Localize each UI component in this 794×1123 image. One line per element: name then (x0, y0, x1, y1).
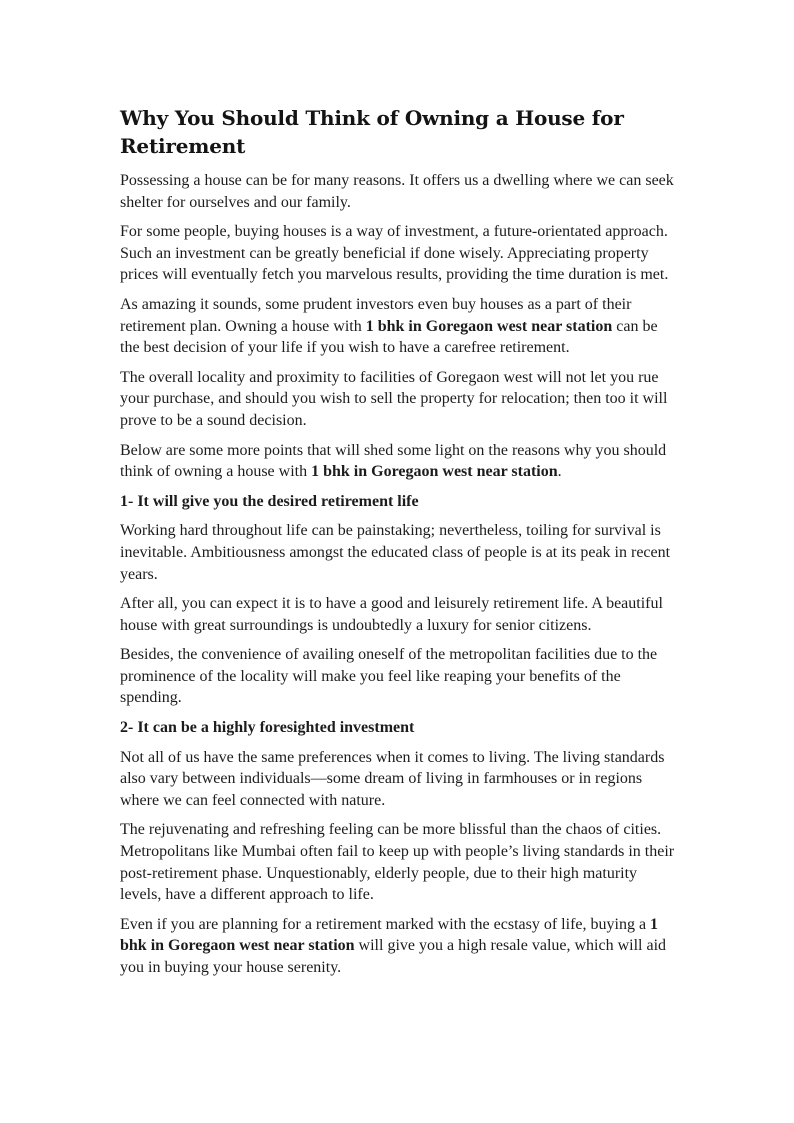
paragraph-9 (120, 747, 680, 812)
text-segment: will give you a high resale value, which will aid you in buying your house serenity. (120, 937, 667, 976)
bold-keyword: 1 bhk in Goregaon west near station (365, 317, 613, 335)
bold-keyword: 1 bhk in Goregaon west near station (311, 463, 558, 481)
paragraph-1 (120, 170, 680, 213)
text-segment: Not all of us have the same preferences when it comes to living. The living standards also vary between individuals—some dream of living in farmhouses or in regions where we can feel connected with nature. (120, 748, 665, 809)
paragraph-11 (120, 914, 680, 979)
document-title: Why You Should Think of Owning a House for Retirement (120, 106, 624, 158)
paragraph-6 (120, 520, 680, 585)
paragraph-7 (120, 593, 680, 636)
document-body (120, 170, 680, 979)
text-segment: The rejuvenating and refreshing feeling can be more blissful than the chaos of cities. Metropolitans like Mumbai often fail to keep up with people’s living standards in their post-retirement phase. Unquestionably, elderly people, due to their high maturity levels, have a different approach to life. (120, 821, 675, 904)
text-segment: For some people, buying houses is a way of investment, a future-orientated approach. Such an investment can be greatly beneficial if done wisely. Appreciating property prices will eventually fetch you marvelous results, providing the time duration is met. (120, 223, 669, 284)
paragraph-8 (120, 644, 680, 709)
document-page (120, 104, 680, 987)
paragraph-5 (120, 440, 680, 483)
text-segment: After all, you can expect it is to have a good and leisurely retirement life. A beautiful house with great surroundings is undoubtedly a luxury for senior citizens. (120, 595, 663, 634)
text-segment: Even if you are planning for a retirement marked with the ecstasy of life, buying a (120, 915, 651, 933)
text-segment: 2- It can be a highly foresighted investment (120, 719, 415, 737)
text-segment: As amazing it sounds, some prudent investors even buy houses as a part of their retirement plan. Owning a house with (120, 295, 632, 335)
text-segment: 1- It will give you the desired retirement life (120, 492, 419, 510)
text-segment: The overall locality and proximity to facilities of Goregaon west will not let you rue your purchase, and should you wish to sell the property for relocation; then too it will prove to be a sound decision. (120, 368, 668, 429)
text-segment: Besides, the convenience of availing oneself of the metropolitan facilities due to the prominence of the locality will make you feel like reaping your benefits of the spending. (120, 646, 658, 707)
paragraph-10 (120, 819, 680, 905)
text-segment: can be the best decision of your life if you wish to have a carefree retirement. (120, 317, 658, 357)
paragraph-2 (120, 221, 680, 286)
section-heading-2 (120, 717, 680, 739)
paragraph-4 (120, 367, 680, 432)
text-segment: Working hard throughout life can be painstaking; nevertheless, toiling for survival is inevitable. Ambitiousness amongst the educated class of people is at its peak in recent years. (120, 522, 671, 583)
paragraph-3 (120, 294, 680, 359)
text-segment: Below are some more points that will shed some light on the reasons why you should think of owning a house with (120, 441, 667, 481)
text-segment: . (557, 463, 562, 481)
bold-keyword: 1 bhk in Goregaon west near station (120, 915, 659, 955)
section-heading-1 (120, 491, 680, 513)
text-segment: Possessing a house can be for many reasons. It offers us a dwelling where we can seek shelter for ourselves and our family. (120, 172, 674, 211)
